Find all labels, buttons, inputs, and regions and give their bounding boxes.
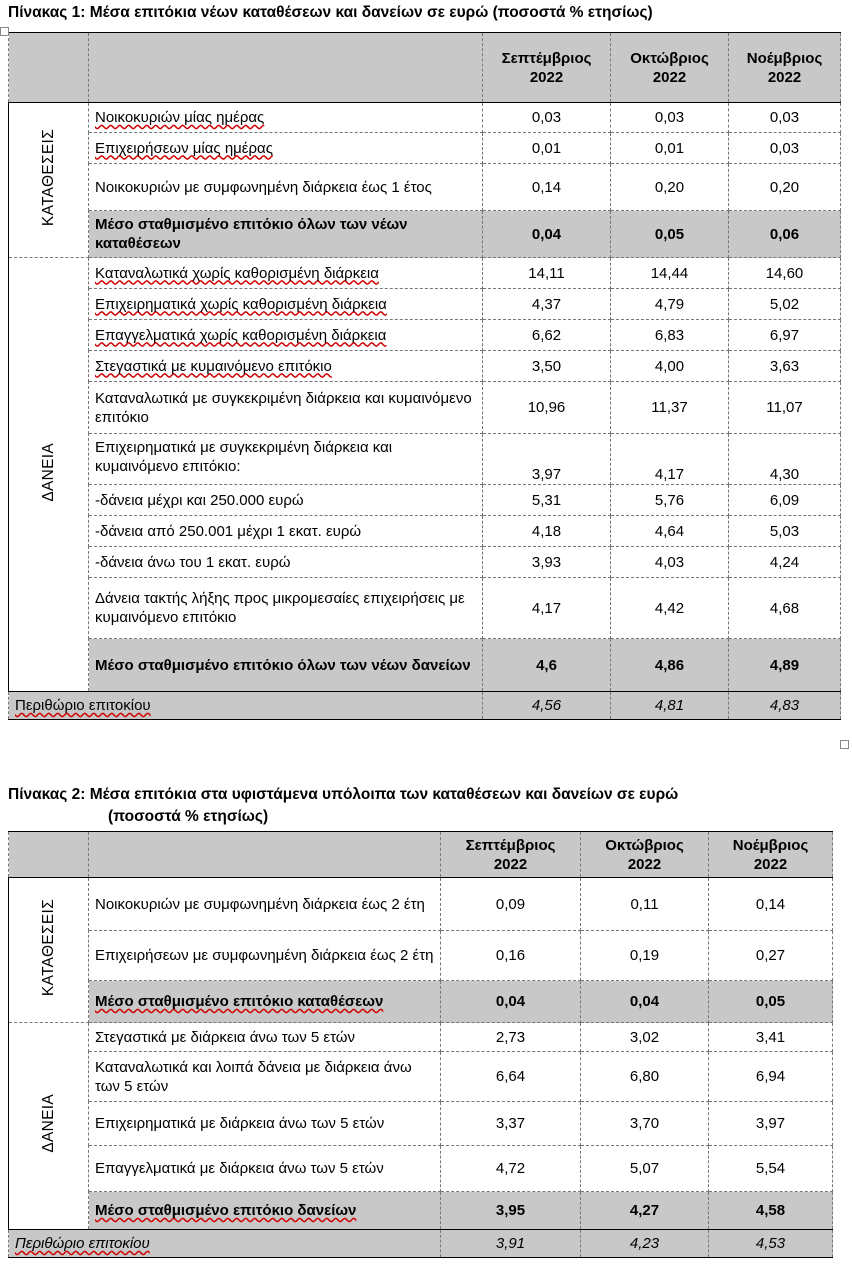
- deposit-average-row: Μέσο σταθμισμένο επιτόκιο όλων των νέων καταθέσεων 0,04 0,05 0,06: [9, 211, 841, 258]
- table-row: Δάνεια τακτής λήξης προς μικρομεσαίες επιχειρήσεις με κυμαινόμενο επιτόκιο 4,17 4,42 4,68: [9, 578, 841, 639]
- row-label: Επιχειρήσεων μίας ημέρας: [89, 133, 483, 164]
- row-label: Δάνεια τακτής λήξης προς μικρομεσαίες επιχειρήσεις με κυμαινόμενο επιτόκιο: [89, 578, 483, 639]
- row-label: Επιχειρηματικά με διάρκεια άνω των 5 ετών: [89, 1102, 441, 1146]
- table-row: Καταναλωτικά και λοιπά δάνεια με διάρκεια άνω των 5 ετών 6,64 6,80 6,94: [9, 1052, 833, 1102]
- row-label: Περιθώριο επιτοκίου: [9, 692, 483, 720]
- row-label: -δάνεια από 250.001 μέχρι 1 εκατ. ευρώ: [89, 516, 483, 547]
- group-label-deposits: ΚΑΤΑΘΕΣΕΙΣ: [9, 103, 89, 258]
- col-header-nov: Νοέμβριος 2022: [709, 832, 833, 878]
- table-row: ΔΑΝΕΙΑ Καταναλωτικά χωρίς καθορισμένη διάρκεια 14,11 14,44 14,60: [9, 258, 841, 289]
- col-header-oct: Οκτώβριος 2022: [611, 33, 729, 103]
- table-row: Επιχειρηματικά με διάρκεια άνω των 5 ετών 3,37 3,70 3,97: [9, 1102, 833, 1146]
- row-label: Μέσο σταθμισμένο επιτόκιο δανείων: [89, 1192, 441, 1230]
- table-row: ΔΑΝΕΙΑ Στεγαστικά με διάρκεια άνω των 5 ετών 2,73 3,02 3,41: [9, 1023, 833, 1052]
- table-row: Επαγγελματικά με διάρκεια άνω των 5 ετών 4,72 5,07 5,54: [9, 1146, 833, 1192]
- table-row: Καταναλωτικά με συγκεκριμένη διάρκεια και κυμαινόμενο επιτόκιο 10,96 11,37 11,07: [9, 382, 841, 434]
- row-label: Καταναλωτικά με συγκεκριμένη διάρκεια και κυμαινόμενο επιτόκιο: [89, 382, 483, 434]
- table2: [8, 831, 833, 1258]
- row-label: Στεγαστικά με διάρκεια άνω των 5 ετών: [89, 1023, 441, 1052]
- row-label: Νοικοκυριών με συμφωνημένη διάρκεια έως 1 έτος: [89, 164, 483, 211]
- table-row: -δάνεια μέχρι και 250.000 ευρώ 5,31 5,76 6,09: [9, 485, 841, 516]
- deposit-average-row: Μέσο σταθμισμένο επιτόκιο καταθέσεων 0,04 0,04 0,05: [9, 981, 833, 1023]
- table2-header-row: [9, 832, 833, 878]
- table2-title-line1: Πίνακας 2: Μέσα επιτόκια στα υφιστάμενα υπόλοιπα των καταθέσεων και δανείων σε ευρώ: [8, 786, 679, 803]
- table-row: -δάνεια από 250.001 μέχρι 1 εκατ. ευρώ 4,18 4,64 5,03: [9, 516, 841, 547]
- col-header-sep: Σεπτέμβριος 2022: [483, 33, 611, 103]
- row-label: Επαγγελματικά με διάρκεια άνω των 5 ετών: [89, 1146, 441, 1192]
- row-label: -δάνεια άνω του 1 εκατ. ευρώ: [89, 547, 483, 578]
- row-label: -δάνεια μέχρι και 250.000 ευρώ: [89, 485, 483, 516]
- row-label: Επιχειρήσεων με συμφωνημένη διάρκεια έως 2 έτη: [89, 931, 441, 981]
- loan-average-row: Μέσο σταθμισμένο επιτόκιο όλων των νέων δανείων 4,6 4,86 4,89: [9, 639, 841, 692]
- col-header-nov: Νοέμβριος 2022: [729, 33, 841, 103]
- row-label: Νοικοκυριών με συμφωνημένη διάρκεια έως 2 έτη: [89, 878, 441, 931]
- row-label: Νοικοκυριών μίας ημέρας: [89, 103, 483, 133]
- group-label-loans: ΔΑΝΕΙΑ: [9, 258, 89, 692]
- table-resize-handle[interactable]: [840, 740, 849, 749]
- table-row: Επιχειρήσεων μίας ημέρας 0,01 0,01 0,03: [9, 133, 841, 164]
- table-row: Επιχειρηματικά με συγκεκριμένη διάρκεια και κυμαινόμενο επιτόκιο: 3,97 4,17 4,30: [9, 434, 841, 485]
- row-label: Επιχειρηματικά με συγκεκριμένη διάρκεια και κυμαινόμενο επιτόκιο:: [89, 434, 483, 485]
- table-row: Επαγγελματικά χωρίς καθορισμένη διάρκεια 6,62 6,83 6,97: [9, 320, 841, 351]
- table1: [8, 32, 841, 720]
- col-header-oct: Οκτώβριος 2022: [581, 832, 709, 878]
- row-label: Στεγαστικά με κυμαινόμενο επιτόκιο: [89, 351, 483, 382]
- group-label-loans: ΔΑΝΕΙΑ: [9, 1023, 89, 1230]
- row-label: Επαγγελματικά χωρίς καθορισμένη διάρκεια: [89, 320, 483, 351]
- row-label: Μέσο σταθμισμένο επιτόκιο όλων των νέων καταθέσεων: [89, 211, 483, 258]
- loan-average-row: Μέσο σταθμισμένο επιτόκιο δανείων 3,95 4,27 4,58: [9, 1192, 833, 1230]
- table-row: Στεγαστικά με κυμαινόμενο επιτόκιο 3,50 4,00 3,63: [9, 351, 841, 382]
- col-header-sep: Σεπτέμβριος 2022: [441, 832, 581, 878]
- table2-title-line2: (ποσοστά % ετησίως): [108, 808, 269, 825]
- row-label: Επιχειρηματικά χωρίς καθορισμένη διάρκεια: [89, 289, 483, 320]
- table-row: Επιχειρηματικά χωρίς καθορισμένη διάρκεια 4,37 4,79 5,02: [9, 289, 841, 320]
- table-row: ΚΑΤΑΘΕΣΕΙΣ Νοικοκυριών μίας ημέρας 0,03 0,03 0,03: [9, 103, 841, 133]
- group-label-deposits: ΚΑΤΑΘΕΣΕΙΣ: [9, 878, 89, 1023]
- row-label: Καταναλωτικά χωρίς καθορισμένη διάρκεια: [89, 258, 483, 289]
- table-row: -δάνεια άνω του 1 εκατ. ευρώ 3,93 4,03 4,24: [9, 547, 841, 578]
- margin-row: Περιθώριο επιτοκίου 4,56 4,81 4,83: [9, 692, 841, 720]
- margin-row: Περιθώριο επιτοκίου 3,91 4,23 4,53: [9, 1230, 833, 1258]
- row-label: Μέσο σταθμισμένο επιτόκιο καταθέσεων: [89, 981, 441, 1023]
- table1-title: Πίνακας 1: Μέσα επιτόκια νέων καταθέσεων και δανείων σε ευρώ (ποσοστά % ετησίως): [8, 4, 653, 21]
- table-row: Νοικοκυριών με συμφωνημένη διάρκεια έως 1 έτος 0,14 0,20 0,20: [9, 164, 841, 211]
- row-label: Καταναλωτικά και λοιπά δάνεια με διάρκεια άνω των 5 ετών: [89, 1052, 441, 1102]
- table-row: Επιχειρήσεων με συμφωνημένη διάρκεια έως 2 έτη 0,16 0,19 0,27: [9, 931, 833, 981]
- table-move-handle[interactable]: [0, 27, 9, 36]
- table1-header-row: [9, 33, 841, 103]
- row-label: Περιθώριο επιτοκίου: [9, 1230, 441, 1258]
- table-row: ΚΑΤΑΘΕΣΕΙΣ Νοικοκυριών με συμφωνημένη διάρκεια έως 2 έτη 0,09 0,11 0,14: [9, 878, 833, 931]
- row-label: Μέσο σταθμισμένο επιτόκιο όλων των νέων δανείων: [89, 639, 483, 692]
